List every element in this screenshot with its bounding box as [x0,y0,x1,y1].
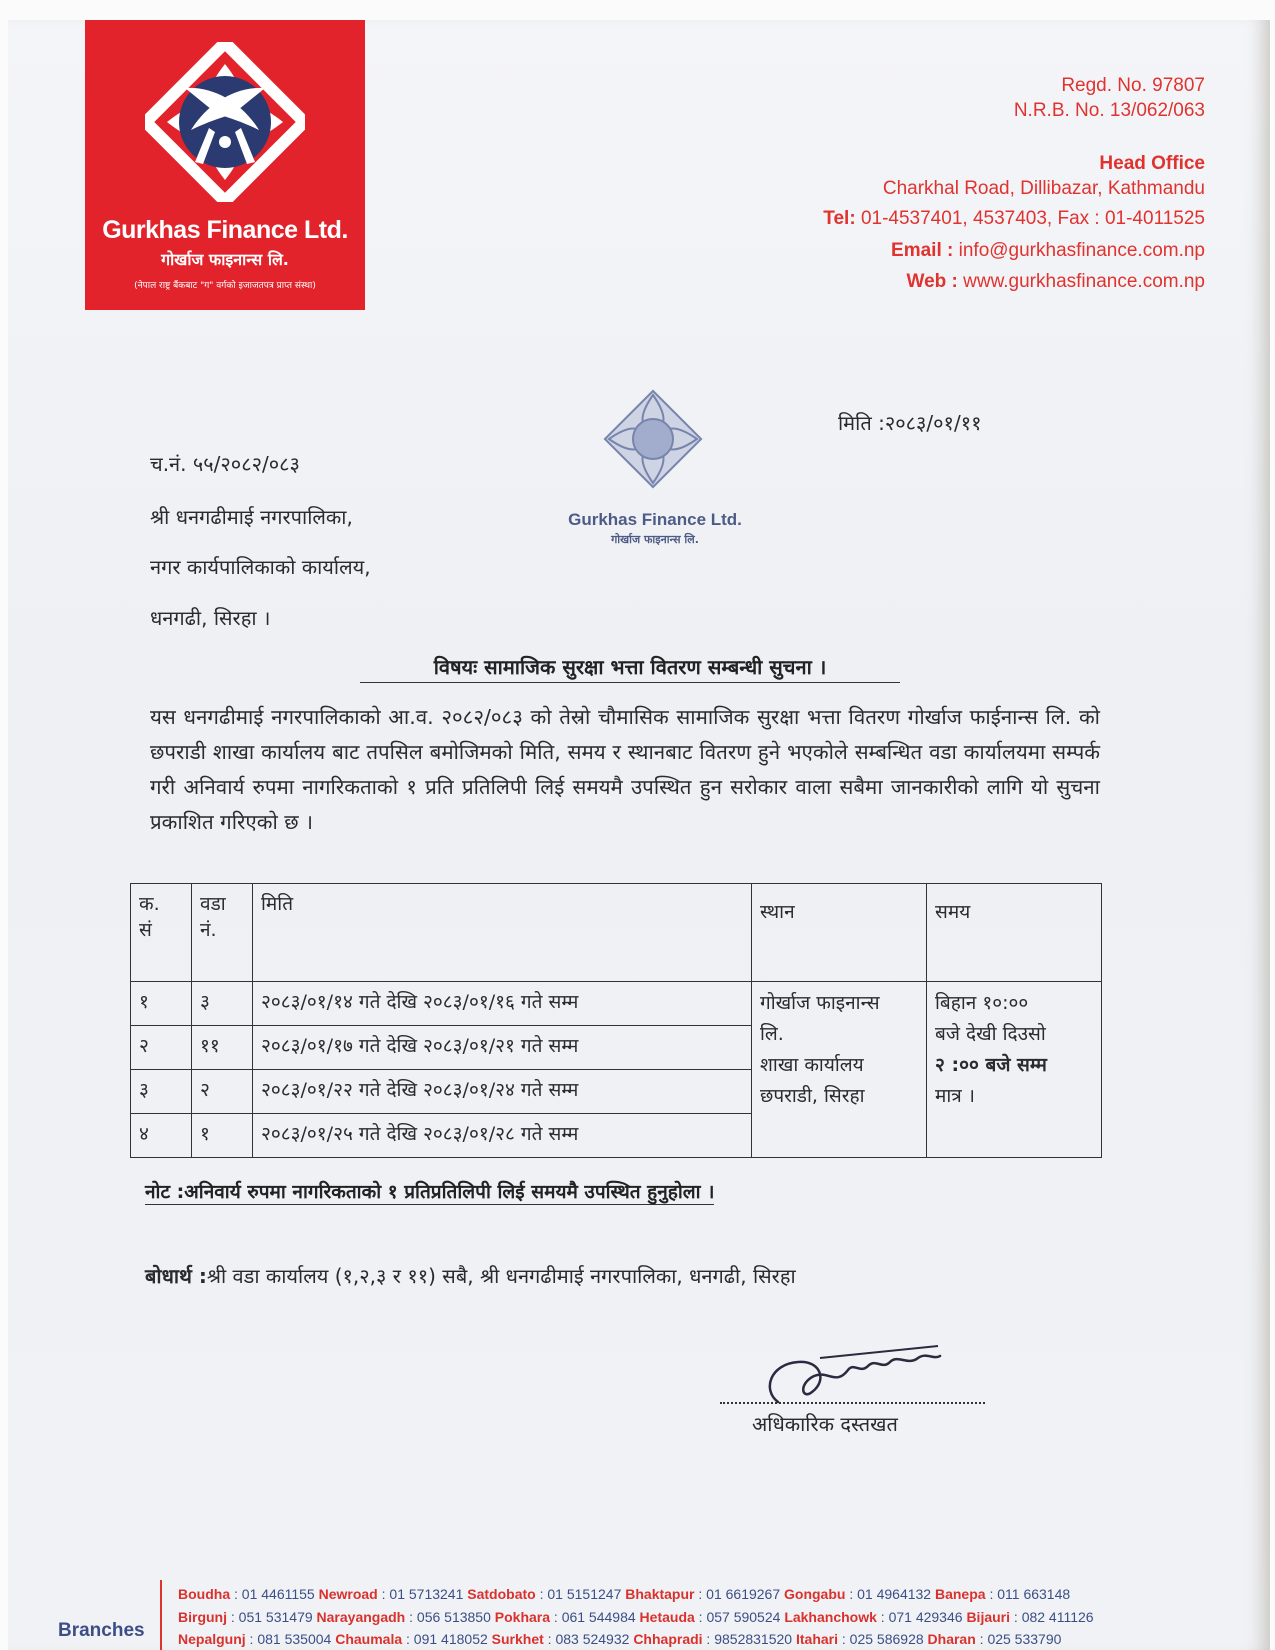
stamp-name-english: Gurkhas Finance Ltd. [568,510,742,529]
place-line: गोर्खाज फाइनान्स [760,992,880,1014]
recipient-line: नगर कार्यपालिकाको कार्यालय, [150,555,371,579]
time-line: बिहान १०:०० [935,992,1029,1014]
cc-label: बोधार्थ : [145,1264,207,1288]
row-date: २०८३/०१/२५ गते देखि २०८३/०१/२८ गते सम्म [253,1114,752,1158]
branch-name: Chaumala [335,1631,403,1647]
time-line: मात्र । [935,1085,976,1107]
branch-name: Surkhet [491,1631,544,1647]
branch-phone: 056 513850 [416,1609,491,1625]
branch-phone: 091 418052 [413,1631,488,1647]
time-cell [927,982,1102,1158]
place-line: छपराडी, सिरहा [760,1085,865,1107]
email-line [891,240,1205,262]
tel-value: 01-4537401, 4537403, Fax : 01-4011525 [860,208,1205,229]
branch-name: Bijauri [966,1609,1011,1625]
recipient-line: धनगढी, सिरहा । [150,606,271,630]
branch-phone: 025 586928 [849,1631,924,1647]
row-date: २०८३/०१/२२ गते देखि २०८३/०१/२४ गते सम्म [253,1070,752,1114]
logo-name-english: Gurkhas Finance Ltd. [102,216,348,244]
web-value: www.gurkhasfinance.com.np [963,271,1205,292]
branch-phone: 051 531479 [238,1609,313,1625]
row-date: २०८३/०१/१७ गते देखि २०८३/०१/२१ गते सम्म [253,1026,752,1070]
web-line [907,271,1206,293]
company-stamp-icon [588,387,718,492]
header-ward-line: नं. [200,919,217,941]
cc-value: श्री वडा कार्यालय (१,२,३ र ११) सबै, श्री धनगढीमाई नगरपालिका, धनगढी, सिरहा [206,1264,796,1288]
header-date: मिति [253,884,752,982]
row-serial: ४ [131,1114,192,1158]
time-line: २ :०० बजे सम्म [935,1054,1047,1076]
recipient-line: श्री धनगढीमाई नगरपालिका, [150,505,353,529]
place-line: लि. [760,1023,784,1045]
reference-number: च.नं. ५५/२०८२/०८३ [150,452,300,476]
footer-divider [160,1580,162,1650]
branch-row: Birgunj : 051 531479 Narayangadh : 056 513850 Pokhara : 061 544984 Hetauda : 057 590524 Lakhanchowk : 071 429346 Bijauri : 082 411126 [178,1609,1094,1625]
signature-line [720,1402,985,1404]
lotus-khukuri-icon [145,42,305,202]
branch-phone: 081 535004 [257,1631,332,1647]
letter-date: मिति :२०८३/०१/११ [838,411,982,435]
row-date: २०८३/०१/१४ गते देखि २०८३/०१/१६ गते सम्म [253,982,752,1026]
branch-name: Birgunj [178,1609,227,1625]
table-row [131,982,1102,1026]
head-office-address: Charkhal Road, Dillibazar, Kathmandu [882,178,1205,199]
branch-name: Gongabu [784,1586,846,1602]
branch-name: Dharan [927,1631,976,1647]
branch-row: Boudha : 01 4461155 Newroad : 01 5713241 Satdobato : 01 5151247 Bhaktapur : 01 6619267 Gongabu : 01 4964132 Banepa : 011 663148 [178,1586,1071,1602]
row-ward: २ [192,1070,253,1114]
stamp-name-nepali: गोर्खाज फाइनान्स लि. [611,533,699,546]
distribution-schedule-table [130,883,1102,1158]
telephone-line [823,208,1205,230]
branch-name: Bhaktapur [625,1586,695,1602]
branch-name: Narayangadh [316,1609,406,1625]
email-label: Email : [891,240,954,261]
cc-line [145,1262,796,1289]
row-serial: ३ [131,1070,192,1114]
branch-phone: 082 411126 [1021,1609,1094,1625]
letter-note: नोट :अनिवार्य रुपमा नागरिकताको १ प्रतिप्रतिलिपी लिई समयमै उपस्थित हुनुहोला । [145,1178,714,1205]
registration-number: Regd. No. 97807 [1061,75,1205,96]
branch-name: Newroad [318,1586,378,1602]
branch-phone: 083 524932 [555,1631,630,1647]
head-office-label: Head Office [1099,153,1205,174]
branches-label: Branches [58,1620,145,1641]
header-serial-line: सं [139,919,152,941]
row-serial: १ [131,982,192,1026]
place-cell [752,982,927,1158]
row-ward: ११ [192,1026,253,1070]
branch-phone: 011 663148 [997,1586,1071,1602]
branch-phone: 025 533790 [987,1631,1062,1647]
letter-subject: विषयः सामाजिक सुरक्षा भत्ता वितरण सम्बन्धी सुचना । [360,653,900,683]
branch-phone: 01 4461155 [241,1586,315,1602]
branch-name: Satdobato [467,1586,536,1602]
row-ward: १ [192,1114,253,1158]
company-logo [85,20,365,310]
logo-tagline: (नेपाल राष्ट्र बैंकबाट "ग" वर्गको इजाजतपत्र प्राप्त संस्था) [134,281,316,291]
time-line: बजे देखी दिउसो [935,1023,1046,1045]
branch-name: Pokhara [494,1609,551,1625]
nrb-number: N.R.B. No. 13/062/063 [1013,100,1205,121]
header-ward [192,884,253,982]
place-line: शाखा कार्यालय [760,1054,864,1076]
header-ward-line: वडा [200,893,226,915]
branch-name: Boudha [178,1586,231,1602]
tel-label: Tel: [823,208,856,229]
branch-phone: 9852831520 [714,1631,793,1647]
branch-phone: 057 590524 [706,1609,781,1625]
row-ward: ३ [192,982,253,1026]
branch-name: Nepalgunj [178,1631,246,1647]
branch-row: Nepalgunj : 081 535004 Chaumala : 091 418052 Surkhet : 083 524932 Chhapradi : 9852831520 Itahari : 025 586928 Dharan : 025 533790 [178,1631,1062,1647]
handwritten-signature [758,1340,948,1420]
branch-name: Banepa [934,1586,986,1602]
signature-label: अधिकारिक दस्तखत [752,1412,898,1436]
branch-phone: 071 429346 [888,1609,963,1625]
header-place: स्थान [752,884,927,982]
branch-name: Itahari [795,1631,838,1647]
branch-name: Chhapradi [633,1631,703,1647]
branch-phone: 01 4964132 [857,1586,932,1602]
row-serial: २ [131,1026,192,1070]
letter-body: यस धनगढीमाई नगरपालिकाको आ.व. २०८२/०८३ को तेस्रो चौमासिक सामाजिक सुरक्षा भत्ता वितरण गोर्खाज फाईनान्स लि. को छपराडी शाखा कार्यालय बाट तपसिल बमोजिमको मिति, समय र स्थानबाट वितरण हुने भएकोले सम्बन्धित वडा कार्यालयमा सम्पर्क गरी अनिवार्य रुपमा नागरिकताको १ प्रति प्रतिलिपी लिई समयमै उपस्थित हुन सरोकार वाला सबैमा जानकारीको लागि यो सुचना प्रकाशित गरिएको छ । [150,705,1100,834]
branch-name: Lakhanchowk [784,1609,877,1625]
table-header-row [131,884,1102,982]
header-time: समय [927,884,1102,982]
branch-name: Hetauda [639,1609,695,1625]
branch-phone: 01 5713241 [389,1586,464,1602]
branch-phone: 061 544984 [561,1609,636,1625]
header-serial [131,884,192,982]
branch-phone: 01 5151247 [547,1586,622,1602]
email-value: info@gurkhasfinance.com.np [958,240,1205,261]
header-serial-line: क. [139,893,160,915]
branch-phone: 01 6619267 [706,1586,781,1602]
logo-name-nepali: गोर्खाज फाइनान्स लि. [161,250,289,269]
web-label: Web : [906,271,958,292]
